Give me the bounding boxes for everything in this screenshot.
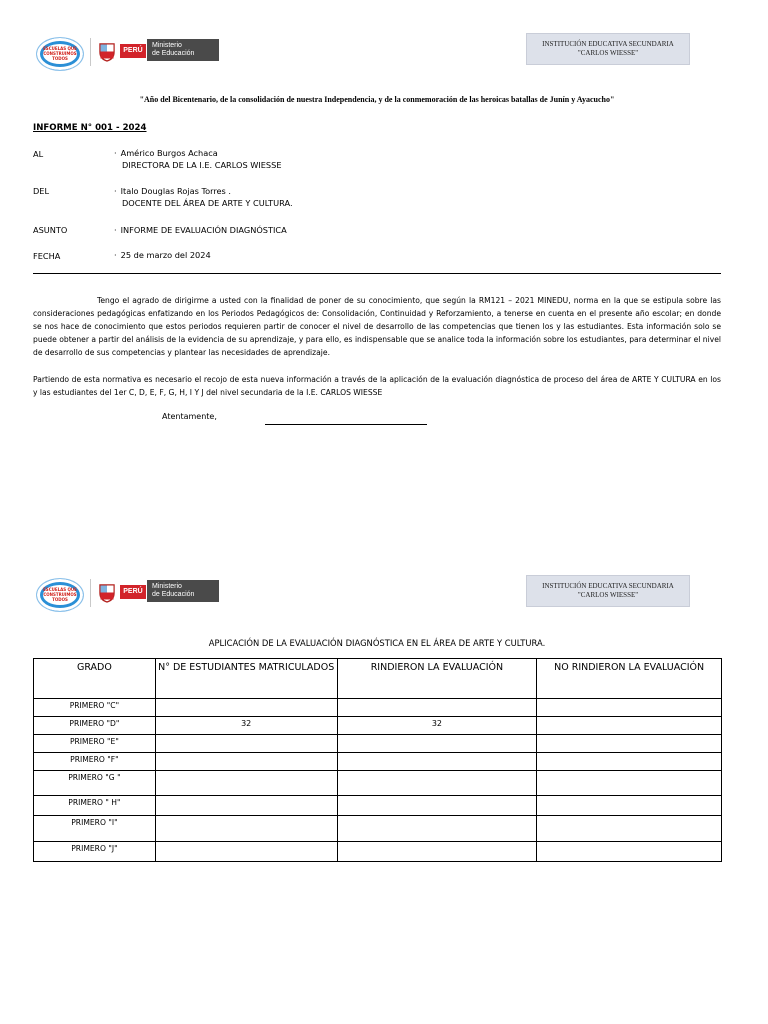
cell-matriculados — [155, 842, 337, 862]
logo-divider — [90, 38, 91, 66]
header-rindieron: RINDIERON LA EVALUACIÓN — [337, 659, 537, 699]
logo-divider — [90, 579, 91, 607]
institution-line1: INSTITUCIÓN EDUCATIVA SECUNDARIA — [542, 582, 674, 590]
report-title: INFORME N° 001 - 2024 — [33, 123, 147, 133]
peru-shield-icon — [98, 583, 116, 603]
body-paragraph-1: Tengo el agrado de dirigirme a usted con la finalidad de poner de su conocimiento, que según la RM121 – 2021 MINEDU, norma en la que se estipula sobre las consideraciones pedagógicas enfatizando en los Periodos Pedagógicos de: Consolidación, Continuidad y Reforzamiento, a tenerse en cuenta en el presente año escolar; en donde se nos hace de conocimiento que estos periodos requieren partir de conocer el nivel de desarrollo de las competencias que tienen los y las estudiantes. Esta información solo se puede obtener a partir del análisis de la evidencia de su aprendizaje, y para ello, es indispensable que se analice toda la información sobre los estudiantes, para determinar el nivel de desarrollo de sus competencias y plantear las necesidades de aprendizaje. — [33, 296, 721, 357]
cell-rindieron — [337, 842, 537, 862]
institution-line2: "CARLOS WIESSE" — [577, 591, 639, 599]
al-label: AL — [33, 149, 44, 159]
table-row — [34, 796, 722, 816]
peru-shield-icon — [98, 42, 116, 62]
cell-no-rindieron — [537, 717, 722, 735]
cell-no-rindieron — [537, 735, 722, 753]
ministerio-line2: de Educación — [152, 50, 195, 57]
institution-line2: "CARLOS WIESSE" — [577, 49, 639, 57]
escuelas-logo-text: ESCUELAS QUE CONSTRUIMOS TODOS — [43, 585, 77, 605]
cell-no-rindieron — [537, 771, 722, 796]
cell-rindieron — [337, 771, 537, 796]
cell-grado: PRIMERO "I" — [34, 816, 156, 842]
cell-rindieron — [337, 816, 537, 842]
cell-grado: PRIMERO "F" — [34, 753, 156, 771]
del-value — [114, 185, 293, 209]
cell-grado: PRIMERO "G " — [34, 771, 156, 796]
bullet: · — [114, 186, 117, 196]
bullet: · — [114, 225, 117, 235]
cell-rindieron — [337, 699, 537, 717]
table-header-row — [34, 659, 722, 699]
header-divider — [33, 273, 721, 274]
bullet: · — [114, 148, 117, 158]
institution-box — [526, 33, 690, 65]
header-logos-2 — [36, 576, 230, 612]
al-line1: Américo Burgos Achaca — [120, 148, 218, 158]
table-row — [34, 717, 722, 735]
header-no-rindieron: NO RINDIERON LA EVALUACIÓN — [537, 659, 722, 699]
cell-matriculados — [155, 771, 337, 796]
del-line1: Italo Douglas Rojas Torres . — [120, 186, 232, 196]
escuelas-logo — [36, 578, 84, 612]
fecha-label: FECHA — [33, 251, 61, 261]
cell-no-rindieron — [537, 796, 722, 816]
year-motto: "Año del Bicentenario, de la consolidación de nuestra Independencia, y de la conmemoración de las heroicas batallas de Junín y Ayacucho" — [139, 95, 615, 104]
cell-no-rindieron — [537, 753, 722, 771]
asunto-label: ASUNTO — [33, 225, 68, 235]
table-row — [34, 699, 722, 717]
ministerio-label — [147, 580, 219, 602]
table-title: APLICACIÓN DE LA EVALUACIÓN DIAGNÓSTICA EN EL ÁREA DE ARTE Y CULTURA. — [208, 638, 546, 648]
cell-rindieron — [337, 735, 537, 753]
body-paragraph-2: Partiendo de esta normativa es necesario el recojo de esta nueva información a través de la aplicación de la evaluación diagnóstica de proceso del área de ARTE Y CULTURA en los y las estudiantes del 1er C, D, E, F, G, H, I Y J del nivel secundaria de la I.E. CARLOS WIESSE — [33, 375, 721, 397]
asunto-text: INFORME DE EVALUACIÓN DIAGNÓSTICA — [120, 225, 287, 235]
bullet: · — [114, 250, 117, 260]
al-value — [114, 147, 282, 171]
ministerio-line1: Ministerio — [152, 583, 182, 590]
table-row — [34, 735, 722, 753]
peru-label: PERÚ — [120, 44, 146, 58]
header-logos — [36, 35, 230, 71]
del-label: DEL — [33, 186, 50, 196]
evaluation-table — [33, 658, 722, 862]
cell-matriculados — [155, 753, 337, 771]
escuelas-logo-text: ESCUELAS QUE CONSTRUIMOS TODOS — [43, 44, 77, 64]
cell-matriculados — [155, 816, 337, 842]
cell-grado: PRIMERO "C" — [34, 699, 156, 717]
fecha-value — [114, 249, 211, 261]
cell-no-rindieron — [537, 816, 722, 842]
fecha-text: 25 de marzo del 2024 — [120, 250, 211, 260]
cell-matriculados — [155, 699, 337, 717]
ministerio-line2: de Educación — [152, 591, 195, 598]
del-line2: DOCENTE DEL ÁREA DE ARTE Y CULTURA. — [122, 198, 293, 208]
header-matriculados: N° DE ESTUDIANTES MATRICULADOS — [155, 659, 337, 699]
table-row — [34, 816, 722, 842]
ministerio-label — [147, 39, 219, 61]
cell-rindieron — [337, 753, 537, 771]
cell-no-rindieron — [537, 699, 722, 717]
cell-rindieron — [337, 796, 537, 816]
peru-label: PERÚ — [120, 585, 146, 599]
cell-matriculados — [155, 796, 337, 816]
closing-text: Atentamente, — [162, 412, 217, 421]
asunto-value — [114, 224, 287, 236]
cell-matriculados: 32 — [155, 717, 337, 735]
cell-rindieron: 32 — [337, 717, 537, 735]
al-line2: DIRECTORA DE LA I.E. CARLOS WIESSE — [122, 160, 282, 170]
ministerio-line1: Ministerio — [152, 42, 182, 49]
table-row — [34, 753, 722, 771]
cell-matriculados — [155, 735, 337, 753]
institution-line1: INSTITUCIÓN EDUCATIVA SECUNDARIA — [542, 40, 674, 48]
signature-line — [265, 424, 427, 425]
cell-grado: PRIMERO " H" — [34, 796, 156, 816]
table-row — [34, 842, 722, 862]
escuelas-logo — [36, 37, 84, 71]
table-row — [34, 771, 722, 796]
institution-box-2 — [526, 575, 690, 607]
cell-grado: PRIMERO "E" — [34, 735, 156, 753]
cell-no-rindieron — [537, 842, 722, 862]
cell-grado: PRIMERO "J" — [34, 842, 156, 862]
cell-grado: PRIMERO "D" — [34, 717, 156, 735]
header-grado: GRADO — [34, 659, 156, 699]
